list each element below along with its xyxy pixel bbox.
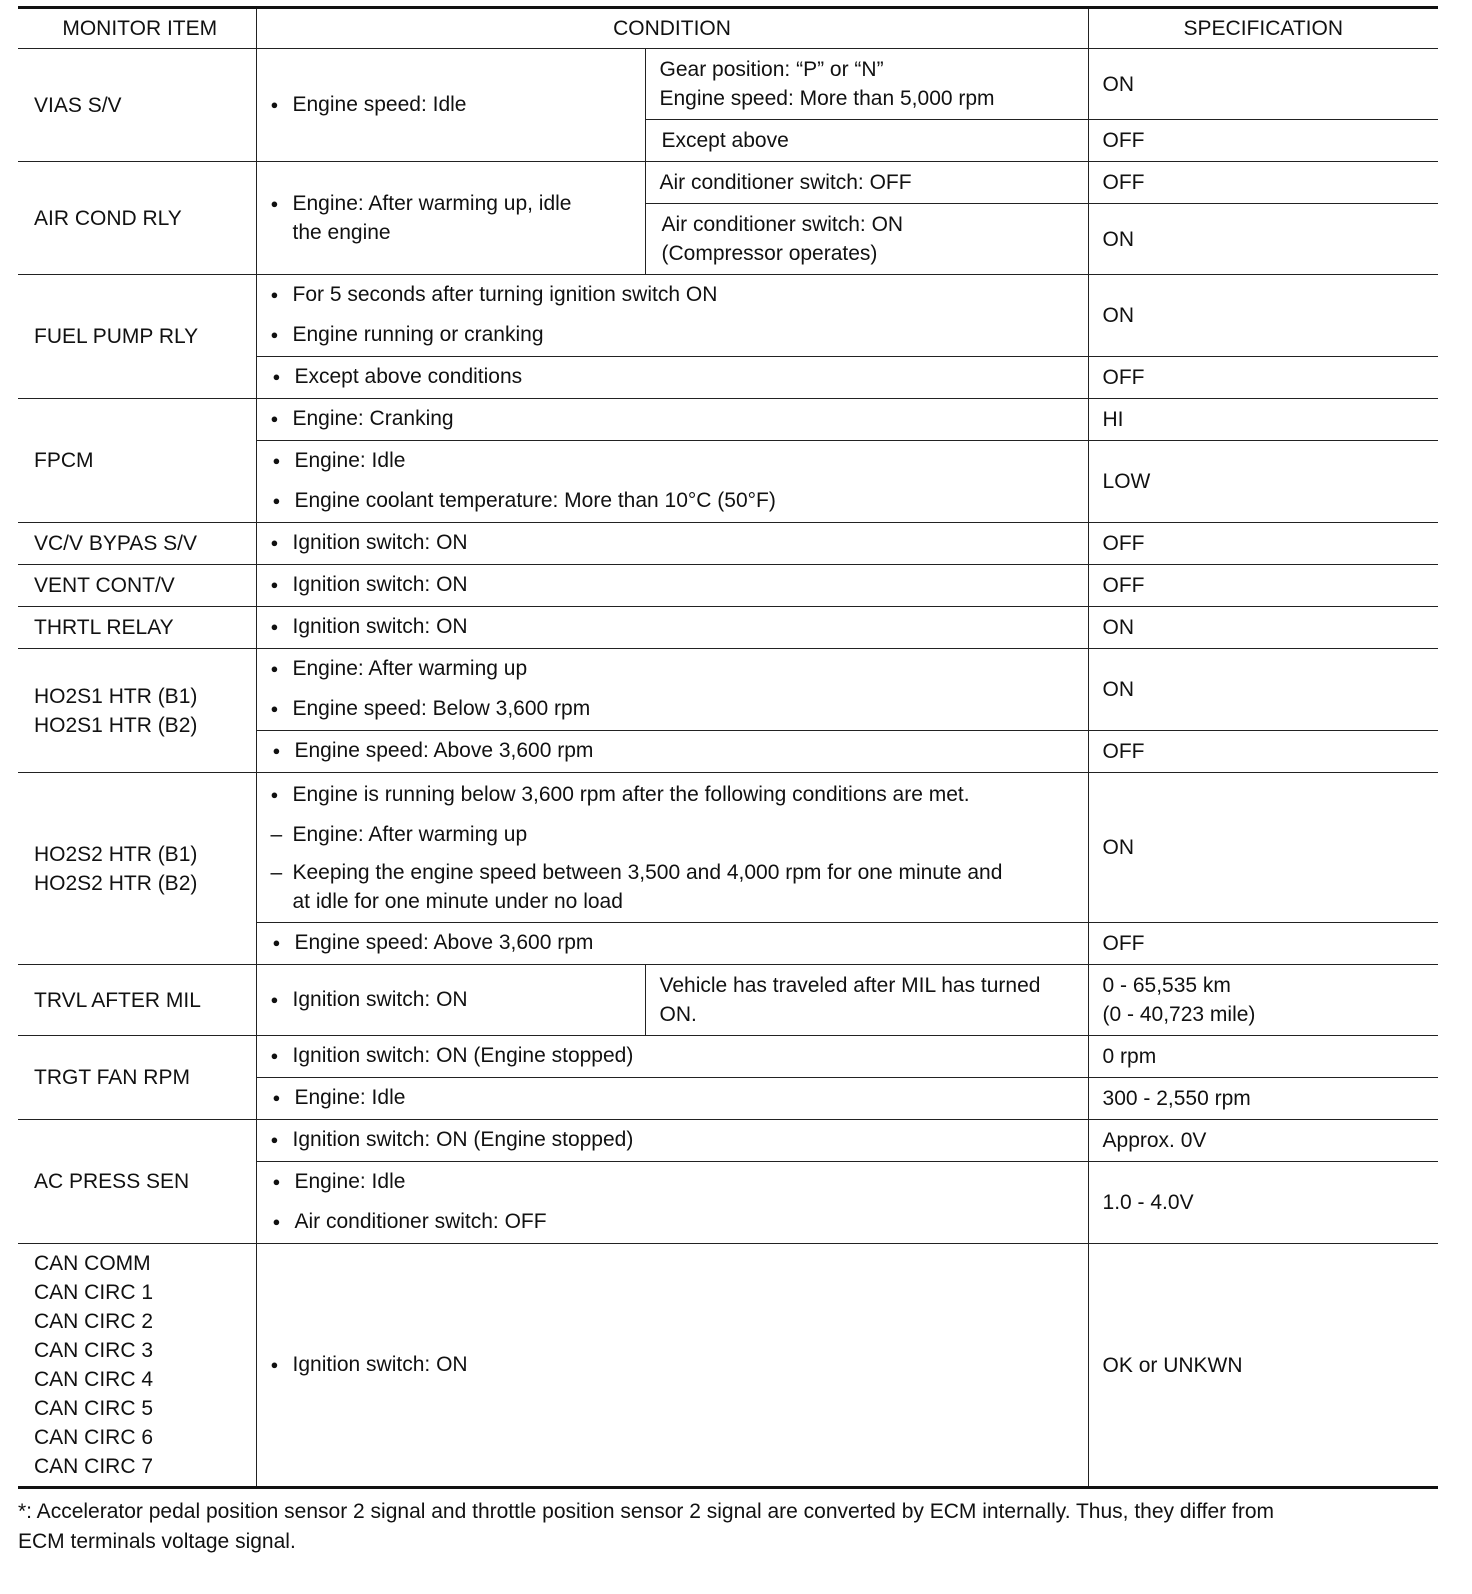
- monitor-item-cell: FUEL PUMP RLY: [18, 275, 256, 399]
- bullet-icon: [271, 404, 293, 435]
- specification-cell: OFF: [1088, 120, 1438, 162]
- sub-condition-cell: [645, 204, 1088, 275]
- bullet-icon: [273, 362, 295, 393]
- monitor-item-cell: VIAS S/V: [18, 49, 256, 162]
- condition-cell: [256, 399, 1088, 441]
- condition-text: Engine is running below 3,600 rpm after the following conditions are met.: [292, 782, 970, 806]
- table-row: [18, 965, 1438, 1036]
- condition-cell: [256, 162, 645, 275]
- condition-text: Engine speed: Below 3,600 rpm: [292, 697, 591, 720]
- specification-cell: OFF: [1088, 731, 1438, 773]
- sub-condition-cell: [645, 49, 1088, 120]
- condition-cell: [256, 523, 1088, 565]
- footnote-text: ECM terminals voltage signal.: [18, 1530, 296, 1553]
- specification-cell: ON: [1088, 275, 1438, 357]
- monitor-item-cell: [18, 773, 256, 965]
- specification-cell: OFF: [1088, 523, 1438, 565]
- condition-cell: [256, 1036, 1088, 1078]
- monitor-item-text: HO2S2 HTR (B1): [34, 842, 198, 866]
- monitor-item-cell: [18, 1244, 256, 1488]
- condition-text: Engine: After warming up, idle: [292, 192, 572, 215]
- monitor-item-cell: VC/V BYPAS S/V: [18, 523, 256, 565]
- condition-cell: [256, 773, 1088, 923]
- sub-condition-cell: [645, 965, 1088, 1036]
- condition-text: Ignition switch: ON (Engine stopped): [292, 1128, 634, 1151]
- bullet-icon: [273, 736, 295, 767]
- sub-condition-text: (Compressor operates): [661, 242, 878, 265]
- specification-cell: ON: [1088, 773, 1438, 923]
- monitor-item-text: HO2S1 HTR (B1): [34, 684, 198, 708]
- dash-icon: [271, 820, 293, 849]
- condition-text: Ignition switch: ON: [292, 573, 468, 596]
- table-row: [18, 773, 1438, 923]
- specification-cell: OFF: [1088, 565, 1438, 607]
- condition-text: Engine: Idle: [294, 1086, 406, 1109]
- monitor-item-text: CAN COMM: [34, 1252, 151, 1275]
- condition-text: Ignition switch: ON: [292, 615, 468, 638]
- table-row: [18, 1036, 1438, 1078]
- condition-text: Air conditioner switch: OFF: [294, 1210, 547, 1233]
- table-row: [18, 275, 1438, 357]
- monitor-item-text: CAN CIRC 3: [34, 1339, 154, 1362]
- condition-text: Engine speed: Above 3,600 rpm: [294, 931, 594, 954]
- specification-cell: 1.0 - 4.0V: [1088, 1162, 1438, 1244]
- bullet-icon: [273, 446, 295, 477]
- condition-text: Engine: After warming up: [292, 657, 528, 680]
- bullet-icon: [271, 570, 293, 601]
- monitor-item-text: HO2S1 HTR (B2): [34, 713, 198, 737]
- bullet-icon: [271, 612, 293, 643]
- condition-cell: [256, 1162, 1088, 1244]
- specification-cell: OK or UNKWN: [1088, 1244, 1438, 1488]
- bullet-icon: [273, 928, 295, 959]
- condition-cell: [256, 1078, 1088, 1120]
- bullet-icon: [271, 1350, 293, 1381]
- bullet-icon: [271, 189, 293, 220]
- bullet-icon: [273, 486, 295, 517]
- footnote: [18, 1497, 1438, 1557]
- bullet-icon: [271, 320, 293, 351]
- specification-cell: 0 rpm: [1088, 1036, 1438, 1078]
- condition-cell: [256, 1244, 1088, 1488]
- condition-text: Engine speed: Idle: [292, 92, 467, 116]
- monitor-item-cell: VENT CONT/V: [18, 565, 256, 607]
- bullet-icon: [273, 1207, 295, 1238]
- condition-text: Ignition switch: ON: [292, 987, 468, 1011]
- footnote-text: *: Accelerator pedal position sensor 2 signal and throttle position sensor 2 signal are converted by ECM internally. Thus, they differ from: [18, 1500, 1275, 1523]
- table-row: [18, 162, 1438, 204]
- specification-cell: [1088, 965, 1438, 1036]
- bullet-icon: [271, 985, 293, 1016]
- monitor-item-text: CAN CIRC 5: [34, 1397, 154, 1420]
- sub-condition-text: Air conditioner switch: ON: [661, 213, 904, 236]
- specification-cell: 300 - 2,550 rpm: [1088, 1078, 1438, 1120]
- monitor-item-text: CAN CIRC 2: [34, 1310, 154, 1333]
- specification-cell: ON: [1088, 204, 1438, 275]
- condition-text: Ignition switch: ON: [292, 1352, 468, 1376]
- monitor-item-text: HO2S2 HTR (B2): [34, 871, 198, 895]
- condition-cell: [256, 441, 1088, 523]
- condition-text: Except above conditions: [294, 365, 523, 388]
- document-page: [18, 6, 1438, 1557]
- condition-text: For 5 seconds after turning ignition switch ON: [292, 283, 718, 306]
- condition-cell: [256, 649, 1088, 731]
- bullet-icon: [271, 1041, 293, 1072]
- bullet-icon: [271, 280, 293, 311]
- sub-condition-text: ON.: [659, 1003, 697, 1026]
- specification-cell: Approx. 0V: [1088, 1120, 1438, 1162]
- sub-condition-text: Vehicle has traveled after MIL has turned: [659, 974, 1041, 997]
- bullet-icon: [271, 1125, 293, 1156]
- bullet-icon: [271, 654, 293, 685]
- table-row: [18, 49, 1438, 120]
- sub-condition-cell: Air conditioner switch: OFF: [645, 162, 1088, 204]
- condition-cell: [256, 49, 645, 162]
- monitor-item-text: CAN CIRC 7: [34, 1455, 154, 1478]
- bullet-icon: [271, 694, 293, 725]
- table-row: [18, 1244, 1438, 1488]
- table-row: [18, 565, 1438, 607]
- specification-cell: HI: [1088, 399, 1438, 441]
- condition-cell: [256, 1120, 1088, 1162]
- condition-text: Engine coolant temperature: More than 10°C (50°F): [294, 489, 776, 512]
- specification-cell: OFF: [1088, 357, 1438, 399]
- table-row: [18, 523, 1438, 565]
- condition-cell: [256, 275, 1088, 357]
- monitor-item-text: CAN CIRC 1: [34, 1281, 154, 1304]
- specification-text: 0 - 65,535 km: [1102, 974, 1231, 997]
- condition-text: Ignition switch: ON (Engine stopped): [292, 1044, 634, 1067]
- condition-text: Engine running or cranking: [292, 323, 544, 346]
- table-row: [18, 607, 1438, 649]
- condition-text: Engine: Idle: [294, 1170, 406, 1193]
- bullet-icon: [271, 90, 293, 121]
- condition-cell: [256, 607, 1088, 649]
- monitor-item-cell: TRVL AFTER MIL: [18, 965, 256, 1036]
- dash-icon: [271, 858, 293, 887]
- condition-text: Engine: After warming up: [292, 822, 528, 846]
- specification-cell: LOW: [1088, 441, 1438, 523]
- bullet-icon: [273, 1083, 295, 1114]
- condition-text: Ignition switch: ON: [292, 531, 468, 554]
- bullet-icon: [271, 528, 293, 559]
- monitor-item-cell: THRTL RELAY: [18, 607, 256, 649]
- sub-condition-text: Gear position: “P” or “N”: [659, 58, 884, 81]
- condition-text: Keeping the engine speed between 3,500 and 4,000 rpm for one minute and: [292, 860, 1003, 884]
- header-specification: SPECIFICATION: [1088, 8, 1438, 49]
- condition-text: the engine: [292, 221, 391, 244]
- header-condition: CONDITION: [256, 8, 1088, 49]
- table-row: [18, 399, 1438, 441]
- monitor-item-cell: FPCM: [18, 399, 256, 523]
- condition-cell: [256, 965, 645, 1036]
- bullet-icon: [273, 1167, 295, 1198]
- monitor-item-cell: [18, 649, 256, 773]
- monitor-item-text: CAN CIRC 6: [34, 1426, 154, 1449]
- table-row: [18, 1120, 1438, 1162]
- condition-text: at idle for one minute under no load: [292, 889, 623, 913]
- specification-cell: OFF: [1088, 923, 1438, 965]
- specification-cell: ON: [1088, 649, 1438, 731]
- specification-text: (0 - 40,723 mile): [1102, 1003, 1256, 1026]
- monitor-item-cell: TRGT FAN RPM: [18, 1036, 256, 1120]
- monitor-item-cell: AIR COND RLY: [18, 162, 256, 275]
- sub-condition-text: Engine speed: More than 5,000 rpm: [659, 87, 995, 110]
- condition-cell: [256, 357, 1088, 399]
- specification-cell: ON: [1088, 49, 1438, 120]
- condition-cell: [256, 731, 1088, 773]
- sub-condition-cell: Except above: [645, 120, 1088, 162]
- condition-cell: [256, 565, 1088, 607]
- header-monitor-item: MONITOR ITEM: [18, 8, 256, 49]
- condition-text: Engine: Cranking: [292, 407, 454, 430]
- specification-cell: OFF: [1088, 162, 1438, 204]
- monitor-item-text: CAN CIRC 4: [34, 1368, 154, 1391]
- table-header-row: [18, 8, 1438, 49]
- monitor-item-cell: AC PRESS SEN: [18, 1120, 256, 1244]
- specification-cell: ON: [1088, 607, 1438, 649]
- condition-text: Engine speed: Above 3,600 rpm: [294, 739, 594, 762]
- monitor-spec-table: [18, 6, 1438, 1489]
- table-row: [18, 649, 1438, 731]
- condition-cell: [256, 923, 1088, 965]
- condition-text: Engine: Idle: [294, 449, 406, 472]
- bullet-icon: [271, 780, 293, 811]
